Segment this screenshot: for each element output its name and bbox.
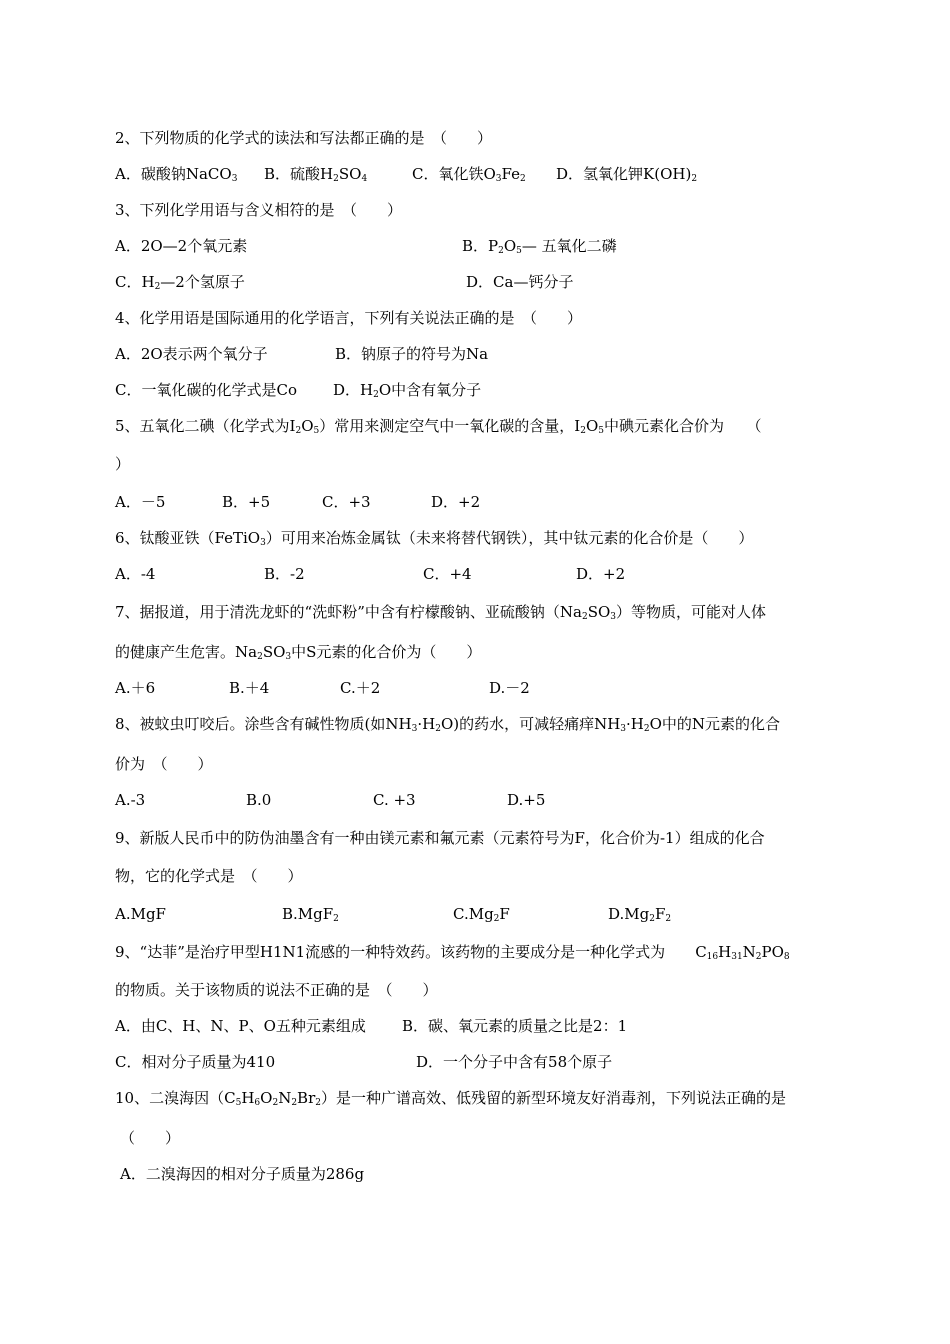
question-9a-stem-continued: 物，它的化学式是 （ ） <box>115 867 303 885</box>
question-3-stem: 3、下列化学用语与含义相符的是 （ ） <box>115 201 403 219</box>
question-6-option-d: D．+2 <box>576 565 626 583</box>
question-10-stem: 10、二溴海因$(C_5H_6O_2N_2Br_2)$是一种广谱高效、低残留的新型环境友好消毒剂，下列说法正确的是 <box>115 1089 786 1108</box>
question-2-stem: 2、下列物质的化学式的读法和写法都正确的是 （ ） <box>115 129 493 147</box>
question-7-option-d: D.－2 <box>489 679 530 697</box>
question-4-option-c: C．一氧化碳的化学式是Co <box>115 381 297 399</box>
question-6-option-a: A．-4 <box>115 565 156 583</box>
question-3-option-a: A．2O—2个氧元素 <box>115 237 248 255</box>
question-5-option-b: B．+5 <box>222 493 271 511</box>
question-9a-option-d: $D.Mg_2F_2$ <box>608 905 672 924</box>
question-10-stem-continued: （ ） <box>120 1129 181 1147</box>
question-2-option-a: A．碳酸钠NaCO$_3$ <box>115 165 238 184</box>
question-2-option-b: B．硫酸$H_2SO_4$ <box>264 165 368 184</box>
question-9a-option-c: $C.Mg_2F$ <box>453 905 510 924</box>
question-5-stem: 5、五氧化二碘（化学式为$I_2O_5$）常用来测定空气中一氧化碳的含量，$I_2O_5$中碘元素化合价为 （ <box>115 417 762 436</box>
question-5-option-c: C．+3 <box>322 493 371 511</box>
question-9b-option-a: A．由C、H、N、P、O五种元素组成 <box>115 1017 366 1035</box>
question-3-option-b: B．$P_2O_5—$ 五氧化二磷 <box>462 237 617 256</box>
question-9a-option-b: B.MgF$_2$ <box>282 905 339 924</box>
question-6-option-c: C．+4 <box>423 565 472 583</box>
question-3-option-c: C．$H_2—2$个氢原子 <box>115 273 245 292</box>
question-4-stem: 4、化学用语是国际通用的化学语言，下列有关说法正确的是 （ ） <box>115 309 583 327</box>
question-5-stem-continued: ） <box>115 455 131 473</box>
question-7-option-b: B.＋4 <box>229 679 270 697</box>
question-4-option-d: D．$H_2O$中含有氧分子 <box>333 381 482 400</box>
question-7-option-c: C.＋2 <box>340 679 381 697</box>
question-6-stem: 6、钛酸亚铁（FeTiO$_3$）可用来冶炼金属钛（未来将替代钢铁），其中钛元素的化合价是（ ） <box>115 529 754 548</box>
question-9b-option-b: B．碳、氧元素的质量之比是2：1 <box>402 1017 628 1035</box>
question-9b-option-d: D．一个分子中含有58个原子 <box>416 1053 613 1071</box>
question-9b-stem-continued: 的物质。关于该物质的说法不正确的是 （ ） <box>115 981 438 999</box>
question-8-stem-continued: 价为 （ ） <box>115 755 213 773</box>
question-9b-stem: 9、“达菲”是治疗甲型H1N1流感的一种特效药。该药物的主要成分是一种化学式为 $C_{16}H_{31}N_2PO_8$ <box>115 943 790 962</box>
question-5-option-d: D．+2 <box>431 493 481 511</box>
question-8-option-c: C. +3 <box>373 791 416 809</box>
question-8-option-d: D.+5 <box>507 791 546 809</box>
question-6-option-b: B．-2 <box>264 565 305 583</box>
question-5-option-a: A．－5 <box>115 493 166 511</box>
question-4-option-a: A．2O表示两个氧分子 <box>115 345 268 363</box>
question-7-stem: 7、据报道，用于清洗龙虾的“洗虾粉”中含有柠檬酸钠、亚硫酸钠$(Na_2SO_3)$等物质，可能对人体 <box>115 603 767 622</box>
question-9a-stem: 9、新版人民币中的防伪油墨含有一种由镁元素和氟元素（元素符号为F，化合价为-1）组成的化合 <box>115 829 765 847</box>
question-7-option-a: A.＋6 <box>115 679 156 697</box>
question-2-option-c: C．氧化铁$O_3Fe_2$ <box>412 165 526 184</box>
question-4-option-b: B．钠原子的符号为Na <box>335 345 489 363</box>
question-7-stem-continued: 的健康产生危害。$Na_2SO_3$中S元素的化合价为（ ） <box>115 643 482 662</box>
question-9a-option-a: A.MgF <box>115 905 166 923</box>
question-3-option-d: D．Ca—钙分子 <box>466 273 574 291</box>
question-10-option-a: A．二溴海因的相对分子质量为286g <box>120 1165 365 1183</box>
question-8-stem: 8、被蚊虫叮咬后。涂些含有碱性物质(如$NH_3\cdot H_2O$)的药水，可减轻痛痒$NH_3\cdot H_2O$中的N元素的化合 <box>115 715 781 734</box>
question-8-option-a: A.-3 <box>115 791 146 809</box>
question-8-option-b: B.0 <box>246 791 272 809</box>
question-2-option-d: D．氢氧化钾$K(OH)_2$ <box>556 165 698 184</box>
question-9b-option-c: C．相对分子质量为410 <box>115 1053 276 1071</box>
